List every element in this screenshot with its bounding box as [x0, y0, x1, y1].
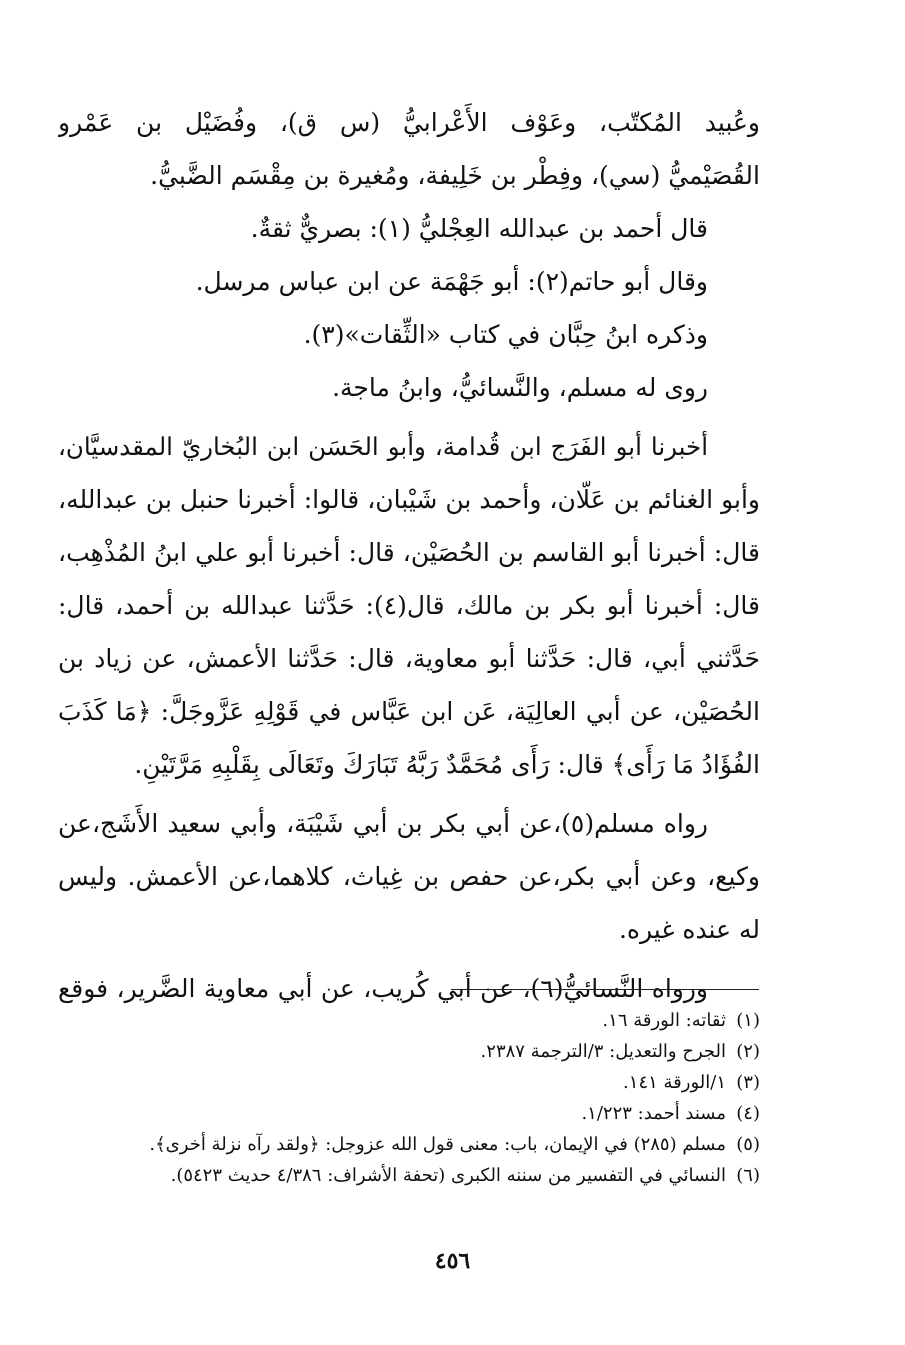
footnote-divider — [451, 989, 759, 990]
text-line: القُصَيْميُّ (سي)، وفِطْر بن خَلِيفة، ومُغيرة بن مِقْسَم الضَّبيُّ. — [150, 161, 760, 190]
footnote-number: (٤) — [736, 1103, 760, 1124]
text-line: وكيع، وعن أبي بكر،عن حفص بن غِياث، كلاهما،عن الأعمش. وليس — [58, 862, 760, 891]
text-line: وعُبيد المُكتّب، وعَوْف الأَعْرابيُّ (س ق)، وفُضَيْل بن عَمْرو — [58, 108, 760, 137]
footnote — [58, 1098, 760, 1129]
text-line: حَدَّثني أبي، قال: حَدَّثنا أبو معاوية، قال: حَدَّثنا الأعمش، عن زياد بن — [58, 644, 760, 673]
text-line: وقال أبو حاتم(٢): أبو جَهْمَة عن ابن عباس مرسل. — [195, 267, 708, 296]
footnote-text: ثقاته: الورقة ١٦. — [602, 1010, 726, 1031]
footnote-number: (٥) — [736, 1134, 760, 1155]
footnote-number: (٦) — [736, 1165, 760, 1186]
text-line: أخبرنا أبو الفَرَج ابن قُدامة، وأبو الحَسَن ابن البُخاريّ المقدسيَّان، — [58, 432, 708, 461]
text-line: روى له مسلم، والنَّسائيُّ، وابنُ ماجة. — [332, 373, 708, 402]
footnote — [58, 1036, 760, 1067]
text-line: رواه مسلم(٥)،عن أبي بكر بن أبي شَيْبَة، وأبي سعيد الأَشَج،عن — [58, 809, 708, 838]
footnote-text: النسائي في التفسير من سننه الكبرى (تحفة الأشراف: ٤/٣٨٦ حديث ٥٤٢٣). — [170, 1165, 726, 1186]
footnote-text: ١/الورقة ١٤١. — [623, 1072, 726, 1093]
footnote-text: الجرح والتعديل: ٣/الترجمة ٢٣٨٧. — [480, 1041, 726, 1062]
footnote-text: مسلم (٢٨٥) في الإيمان، باب: معنى قول الله عزوجل: ﴿ولقد رآه نزلة أخرى﴾. — [149, 1134, 726, 1155]
text-line: قال: أخبرنا أبو بكر بن مالك، قال(٤): حَدَّثنا عبدالله بن أحمد، قال: — [58, 591, 760, 620]
text-line: الفُؤَادُ مَا رَأَى﴾ قال: رَأَى مُحَمَّدٌ رَبَّهُ تَبَارَكَ وتَعَالَى بِقَلْبِهِ مَرَّتَيْنِ. — [134, 750, 760, 779]
page-number: ٤٥٦ — [434, 1248, 471, 1274]
text-line: الحُصَيْن، عن أبي العالِيَة، عَن ابن عَبَّاس في قَوْلِهِ عَزَّوجَلَّ: ﴿مَا كَذَبَ — [58, 697, 760, 726]
text-line: وذكره ابنُ حِبَّان في كتاب «الثِّقات»(٣). — [303, 320, 708, 349]
footnote-number: (١) — [736, 1010, 760, 1031]
text-line: ورواه النَّسائيُّ(٦)، عن أبي كُريب، عن أبي معاوية الضَّرير، فوقع — [58, 974, 708, 1003]
footnote-number: (٣) — [736, 1072, 760, 1093]
footnotes — [58, 1005, 760, 1191]
footnote — [58, 1160, 760, 1191]
text-line: قال: أخبرنا أبو القاسم بن الحُصَيْن، قال: أخبرنا أبو علي ابنُ المُذْهِب، — [58, 538, 760, 567]
footnote-text: مسند أحمد: ١/٢٢٣. — [581, 1103, 726, 1124]
footnote — [58, 1129, 760, 1160]
text-line: وأبو الغنائم بن عَلّان، وأحمد بن شَيْبان، قالوا: أخبرنا حنبل بن عبدالله، — [58, 485, 760, 514]
footnote-number: (٢) — [736, 1041, 760, 1062]
text-line: قال أحمد بن عبدالله العِجْليُّ (١): بصريٌّ ثقةٌ. — [250, 214, 708, 243]
footnote — [58, 1067, 760, 1098]
text-line: له عنده غيره. — [618, 915, 760, 944]
footnote — [58, 1005, 760, 1036]
main-text — [58, 96, 760, 1015]
